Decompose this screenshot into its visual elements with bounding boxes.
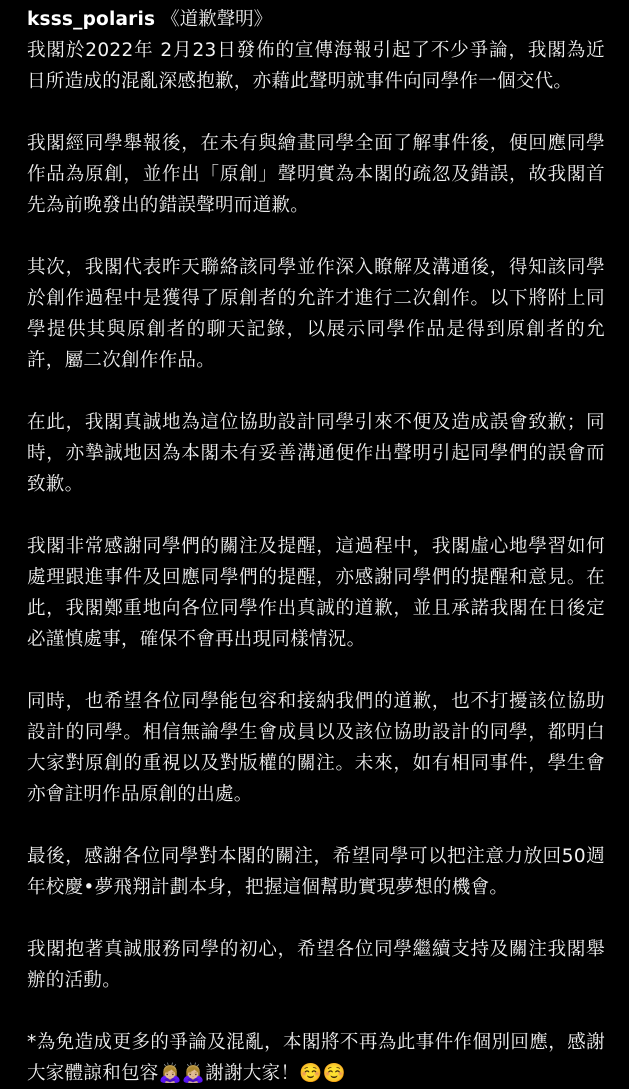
caption-paragraph: 我閣於2022年 2月23日發佈的宣傳海報引起了不少爭論，我閣為近日所造成的混亂深感抱歉，亦藉此聲明就事件向同學作一個交代。 xyxy=(27,40,605,92)
caption-paragraph: 我閣抱著真誠服務同學的初心，希望各位同學繼續支持及關注我閣舉辦的活動。 xyxy=(27,939,605,991)
caption-paragraph: 我閣非常感謝同學們的關注及提醒，這過程中，我閣虛心地學習如何處理跟進事件及回應同學們的提醒，亦感謝同學們的提醒和意見。在此，我閣鄭重地向各位同學作出真誠的道歉，並且承諾我閣在日後定必謹慎處事，確保不會再出現同樣情況。 xyxy=(27,536,605,650)
caption-header xyxy=(27,4,605,35)
caption-paragraph: 在此，我閣真誠地為這位協助設計同學引來不便及造成誤會致歉；同時，亦摯誠地因為本閣未有妥善溝通便作出聲明引起同學們的誤會而致歉。 xyxy=(27,412,605,495)
username-link[interactable]: ksss_polaris xyxy=(27,9,156,30)
caption-title: 《道歉聲明》 xyxy=(161,9,273,30)
caption-paragraph: *為免造成更多的爭論及混亂，本閣將不再為此事件作個別回應，感謝大家體諒和包容🙇🏼‍♀️🙇🏼‍♀️謝謝大家！☺️☺️ xyxy=(27,1032,605,1084)
caption-paragraph: 我閣經同學舉報後，在未有與繪畫同學全面了解事件後，便回應同學作品為原創，並作出「原創」聲明實為本閣的疏忽及錯誤，故我閣首先為前晚發出的錯誤聲明而道歉。 xyxy=(27,133,605,216)
caption-paragraph: 同時，也希望各位同學能包容和接納我們的道歉，也不打擾該位協助設計的同學。相信無論學生會成員以及該位協助設計的同學，都明白大家對原創的重視以及對版權的關注。未來，如有相同事件，學生會亦會註明作品原創的出處。 xyxy=(27,691,605,805)
post-caption xyxy=(27,4,605,1089)
caption-paragraph: 其次，我閣代表昨天聯絡該同學並作深入瞭解及溝通後，得知該同學於創作過程中是獲得了原創者的允許才進行二次創作。以下將附上同學提供其與原創者的聊天記錄，以展示同學作品是得到原創者的允許，屬二次創作作品。 xyxy=(27,257,605,371)
caption-paragraph: 最後，感謝各位同學對本閣的關注，希望同學可以把注意力放回50週年校慶•夢飛翔計劃本身，把握這個幫助實現夢想的機會。 xyxy=(27,846,605,898)
